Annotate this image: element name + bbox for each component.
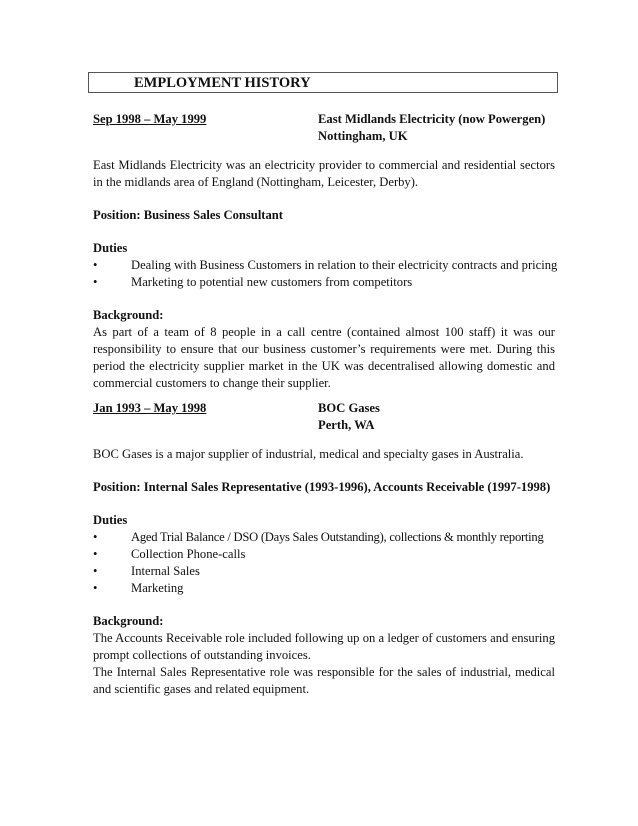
position-title: Position: Internal Sales Representative (1993-1996), Accounts Receivable (1997-1998) — [93, 480, 551, 494]
bullet-icon: • — [93, 581, 98, 595]
background-text: The Accounts Receivable role included following up on a ledger of customers and ensuring prompt collections of outstanding invoices. — [93, 631, 555, 662]
bullet-icon: • — [93, 275, 98, 289]
job-entry-boc-gases — [93, 400, 555, 698]
bullet-icon: • — [93, 547, 98, 561]
company-description: BOC Gases is a major supplier of industrial, medical and specialty gases in Australia. — [93, 447, 524, 461]
duties-list — [93, 257, 558, 291]
employer-block — [318, 400, 380, 434]
employer-location: Nottingham, UK — [318, 129, 408, 143]
duty-item: • Dealing with Business Customers in relation to their electricity contracts and pricing — [93, 258, 558, 272]
employer-name: BOC Gases — [318, 401, 380, 415]
section-title: EMPLOYMENT HISTORY — [134, 75, 311, 91]
company-description: East Midlands Electricity was an electricity provider to commercial and residential sectors in the midlands area of England (Nottingham, Leicester, Derby). — [93, 158, 555, 189]
bullet-icon: • — [93, 564, 98, 578]
job-dates: Sep 1998 – May 1999 — [93, 112, 207, 126]
duties-heading: Duties — [93, 513, 128, 527]
job-entry-east-midlands — [93, 111, 558, 392]
duty-item: • Internal Sales — [93, 564, 200, 578]
background-heading: Background: — [93, 308, 164, 322]
duties-list — [93, 529, 555, 597]
employer-location: Perth, WA — [318, 418, 375, 432]
duty-item: • Marketing to potential new customers from competitors — [93, 275, 413, 289]
job-dates: Jan 1993 – May 1998 — [93, 401, 207, 415]
job-header — [93, 400, 555, 434]
employer-name: East Midlands Electricity (now Powergen) — [318, 112, 546, 126]
duty-item: • Aged Trial Balance / DSO (Days Sales Outstanding), collections & monthly reporting — [93, 530, 544, 544]
job-header — [93, 111, 555, 145]
background-text: The Internal Sales Representative role was responsible for the sales of industrial, medical and scientific gases and related equipment. — [93, 665, 555, 696]
employer-block — [318, 111, 545, 145]
duty-item: • Collection Phone-calls — [93, 547, 246, 561]
position-title: Position: Business Sales Consultant — [93, 208, 284, 222]
bullet-icon: • — [93, 530, 98, 544]
duty-item: • Marketing — [93, 581, 184, 595]
duties-heading: Duties — [93, 241, 128, 255]
background-heading: Background: — [93, 614, 164, 628]
bullet-icon: • — [93, 258, 98, 272]
background-text: As part of a team of 8 people in a call centre (contained almost 100 staff) it was our responsibility to ensure that our business customer’s requirements were met. During this period the electricity supplier market in the UK was decentralised allowing domestic and commercial customers to change their supplier. — [93, 325, 555, 390]
section-header — [88, 72, 558, 93]
